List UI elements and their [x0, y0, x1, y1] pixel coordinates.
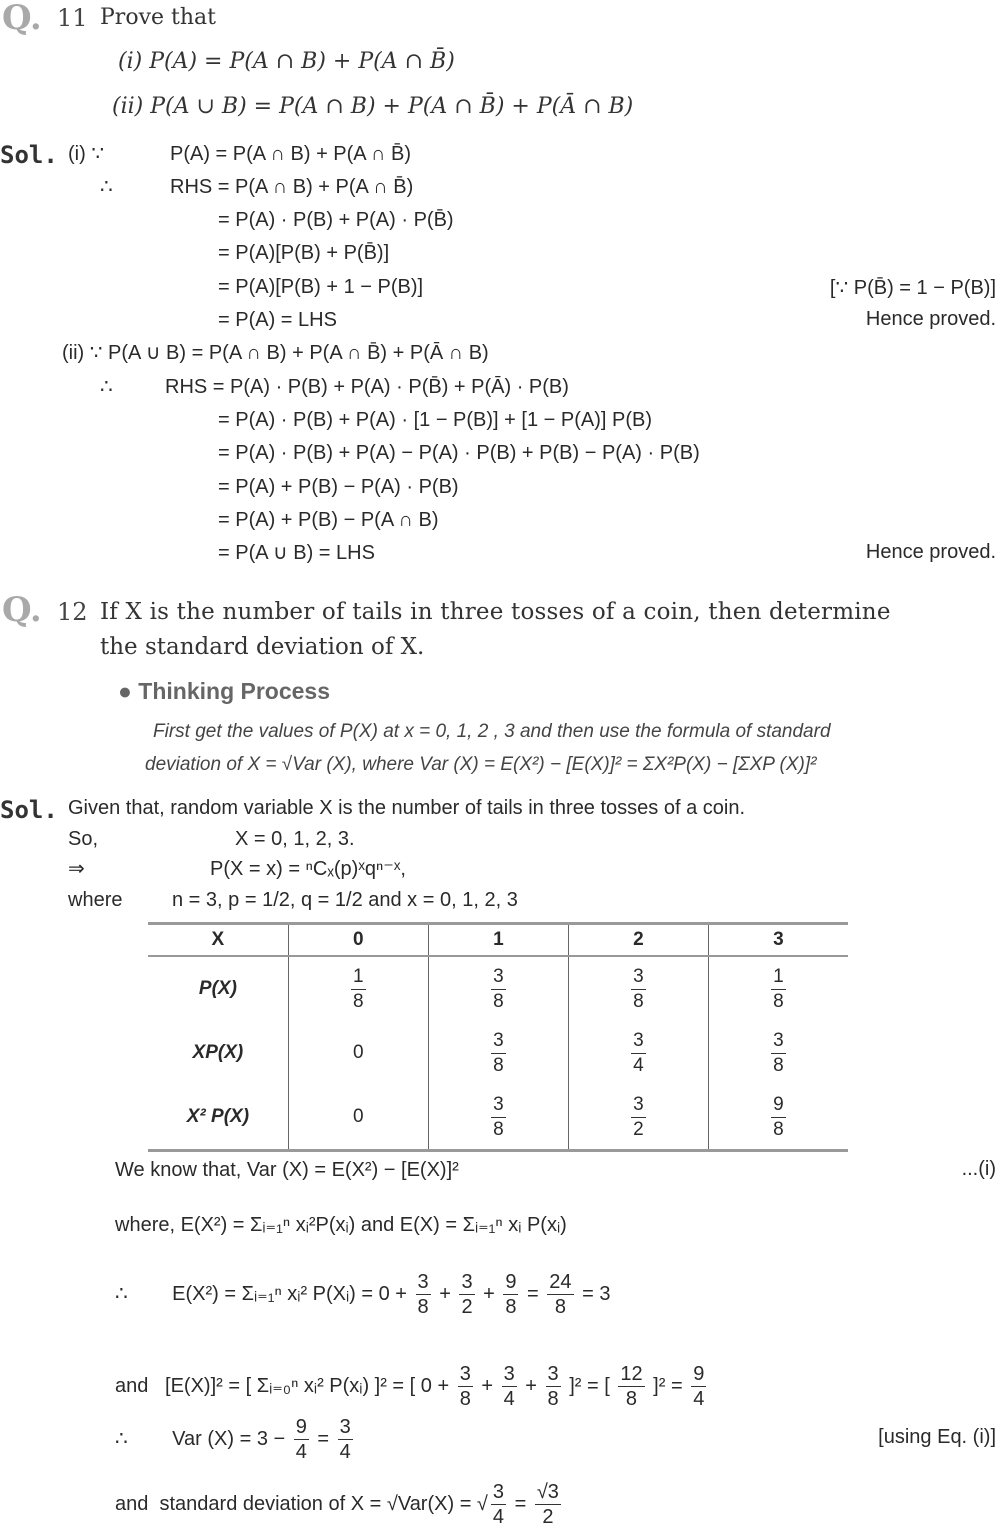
table-cell	[568, 1085, 708, 1151]
sol-line: So,	[68, 828, 99, 850]
numerator: 3	[491, 1029, 506, 1054]
denominator: 8	[493, 1118, 504, 1140]
denominator: 4	[339, 1441, 351, 1463]
sol-line: RHS = P(A) · P(B) + P(A) · P(B̄) + P(Ā) · P(B)	[165, 376, 569, 398]
math-text: ]² = [	[563, 1374, 616, 1397]
sol-line: = P(A) + P(B) − P(A ∩ B)	[218, 509, 439, 531]
denominator: 8	[547, 1388, 559, 1410]
sol-line: (ii) ∵ P(A ∪ B) = P(A ∩ B) + P(A ∩ B̄) + P(Ā ∩ B)	[62, 342, 489, 364]
fraction	[771, 1029, 786, 1078]
denominator: 4	[503, 1388, 515, 1410]
math-text: = 3	[576, 1282, 611, 1305]
fraction	[618, 1362, 644, 1411]
thinking-text: deviation of X = √Var (X), where Var (X) = E(X²) − [E(X)]² = ΣX²P(X) − [ΣXP (X)]²	[145, 754, 817, 775]
denominator: 8	[493, 990, 504, 1012]
table-cell	[428, 956, 568, 1021]
denominator: 4	[295, 1441, 307, 1463]
table-cell	[708, 956, 848, 1021]
numerator: 3	[631, 1093, 646, 1118]
hence-proved: Hence proved.	[865, 308, 996, 330]
variance-line	[115, 1415, 356, 1464]
numerator: 9	[505, 1271, 517, 1293]
table-row	[148, 1021, 848, 1085]
thinking-text: First get the values of P(X) at x = 0, 1, 2 , 3 and then use the formula of standard	[153, 721, 831, 742]
sol-line: P(A) = P(A ∩ B) + P(A ∩ B̄)	[170, 143, 412, 165]
numerator: 3	[417, 1271, 429, 1293]
table-header: 1	[428, 924, 568, 957]
table-cell	[708, 1085, 848, 1151]
denominator: 4	[492, 1506, 505, 1528]
sol-line: = P(A)[P(B) + P(B̄)]	[218, 242, 390, 264]
denominator: 8	[554, 1296, 566, 1318]
denominator: 2	[633, 1118, 644, 1140]
thinking-title: Thinking Process	[138, 678, 331, 704]
solution-label: Sol.	[0, 141, 58, 169]
numerator: 9	[693, 1363, 705, 1385]
fraction	[631, 965, 646, 1014]
fraction	[491, 965, 506, 1014]
math-text: =	[311, 1427, 335, 1450]
numerator: 9	[295, 1416, 307, 1438]
fraction	[771, 1093, 786, 1142]
thinking-process-heading	[118, 678, 330, 705]
probability-table	[148, 922, 848, 1152]
table-header: 2	[568, 924, 708, 957]
fraction	[416, 1270, 431, 1319]
math-text: and standard deviation of X = √Var(X) = √	[115, 1492, 488, 1515]
fraction	[546, 1362, 561, 1411]
denominator: 8	[633, 990, 644, 1012]
row-label: XP(X)	[192, 1042, 244, 1063]
question-text: the standard deviation of X.	[100, 634, 425, 660]
numerator: 3	[631, 965, 646, 990]
table-header: X	[148, 924, 288, 957]
numerator: 3	[771, 1029, 786, 1054]
numerator: 3	[459, 1363, 471, 1385]
question-label: Q.	[2, 590, 42, 630]
numerator: 12	[620, 1363, 643, 1385]
question-number: 11	[57, 4, 88, 32]
denominator: 8	[459, 1388, 471, 1410]
sol-line: Given that, random variable X is the number of tails in three tosses of a coin.	[68, 797, 746, 819]
sol-line: (i) ∵	[68, 143, 105, 165]
sol-line: = P(A)[P(B) + 1 − P(B)]	[218, 276, 424, 298]
table-row	[148, 1085, 848, 1151]
denominator: 4	[693, 1388, 705, 1410]
sol-line: = P(A) + P(B) − P(A) · P(B)	[218, 476, 459, 498]
numerator: 9	[771, 1093, 786, 1118]
question-label: Q.	[2, 0, 42, 38]
question-part-ii: (ii) P(A ∪ B) = P(A ∩ B) + P(A ∩ B̄) + P(Ā ∩ B)	[112, 94, 634, 119]
table-cell	[568, 1021, 708, 1085]
fraction	[491, 1029, 506, 1078]
fraction	[338, 1415, 353, 1464]
fraction	[631, 1029, 646, 1078]
solution-label: Sol.	[0, 796, 58, 824]
question-number: 12	[57, 598, 88, 626]
sol-line: X = 0, 1, 2, 3.	[235, 828, 355, 850]
sol-line: RHS = P(A ∩ B) + P(A ∩ B̄)	[170, 176, 414, 198]
math-text: ∴ Var (X) = 3 −	[115, 1427, 291, 1450]
denominator: 2	[542, 1506, 554, 1528]
numerator: √3	[536, 1481, 559, 1503]
table-cell: 0	[288, 1085, 428, 1151]
table-cell	[428, 1021, 568, 1085]
denominator: 8	[773, 1054, 784, 1076]
equation-ref: [using Eq. (i)]	[878, 1426, 996, 1448]
denominator: 8	[773, 1118, 784, 1140]
denominator: 8	[353, 990, 364, 1012]
math-text: =	[509, 1492, 532, 1515]
numerator: 24	[549, 1271, 572, 1293]
fraction	[503, 1270, 518, 1319]
fraction	[491, 1480, 506, 1529]
ex2-line	[115, 1270, 610, 1319]
fraction	[294, 1415, 309, 1464]
std-dev-line	[115, 1480, 564, 1529]
sol-line: P(X = x) = ⁿCₓ(p)ˣqⁿ⁻ˣ,	[210, 858, 406, 880]
denominator: 4	[633, 1054, 644, 1076]
fraction	[502, 1362, 517, 1411]
math-text: +	[433, 1282, 457, 1305]
math-text: +	[477, 1282, 501, 1305]
denominator: 8	[625, 1388, 638, 1410]
table-header: 0	[288, 924, 428, 957]
fraction	[631, 1093, 646, 1142]
fraction	[691, 1362, 706, 1411]
numerator: 3	[631, 1029, 646, 1054]
fraction	[491, 1093, 506, 1142]
fraction	[547, 1270, 573, 1319]
numerator: 3	[492, 1481, 505, 1503]
table-cell	[708, 1021, 848, 1085]
sol-line: We know that, Var (X) = E(X²) − [E(X)]²	[115, 1159, 459, 1181]
fraction	[535, 1480, 561, 1529]
equation-ref: ...(i)	[961, 1158, 996, 1180]
fraction	[458, 1362, 473, 1411]
sol-line: ∴	[100, 376, 113, 398]
ex-squared-line	[115, 1362, 709, 1411]
fraction	[459, 1270, 474, 1319]
denominator: 2	[461, 1296, 473, 1318]
sol-line: n = 3, p = 1/2, q = 1/2 and x = 0, 1, 2, 3	[172, 889, 518, 911]
numerator: 3	[339, 1416, 351, 1438]
sol-line: = P(A) = LHS	[218, 309, 337, 331]
sol-line: = P(A ∪ B) = LHS	[218, 542, 375, 564]
table-header: 3	[708, 924, 848, 957]
math-text: and [E(X)]² = [ Σᵢ₌₀ⁿ xᵢ² P(xᵢ) ]² = [ 0 +	[115, 1374, 455, 1397]
question-part-i: (i) P(A) = P(A ∩ B) + P(A ∩ B̄)	[118, 49, 455, 74]
sol-line: where, E(X²) = Σᵢ₌₁ⁿ xᵢ²P(xᵢ) and E(X) = Σᵢ₌₁ⁿ xᵢ P(xᵢ)	[115, 1214, 567, 1236]
denominator: 8	[493, 1054, 504, 1076]
row-label: X² P(X)	[148, 1085, 288, 1151]
denominator: 8	[505, 1296, 517, 1318]
table-cell	[428, 1085, 568, 1151]
math-text: ∴ E(X²) = Σᵢ₌₁ⁿ xᵢ² P(Xᵢ) = 0 +	[115, 1282, 413, 1305]
numerator: 3	[547, 1363, 559, 1385]
numerator: 1	[351, 965, 366, 990]
table-cell	[568, 956, 708, 1021]
hence-proved: Hence proved.	[865, 541, 996, 563]
sol-note: [∵ P(B̄) = 1 − P(B)]	[829, 277, 996, 299]
denominator: 8	[773, 990, 784, 1012]
question-text: Prove that	[100, 5, 216, 30]
denominator: 8	[417, 1296, 429, 1318]
sol-line: = P(A) · P(B) + P(A) · P(B̄)	[218, 209, 454, 231]
numerator: 3	[461, 1271, 473, 1293]
sol-line: ∴	[100, 176, 113, 198]
math-text: +	[519, 1374, 543, 1397]
sol-line: = P(A) · P(B) + P(A) − P(A) · P(B) + P(B) − P(A) · P(B)	[218, 442, 700, 464]
table-cell: 0	[288, 1021, 428, 1085]
lightbulb-icon: ●	[118, 678, 132, 704]
table-row	[148, 956, 848, 1021]
math-text: +	[475, 1374, 499, 1397]
fraction	[351, 965, 366, 1014]
question-text: If X is the number of tails in three tosses of a coin, then determine	[100, 599, 891, 625]
numerator: 3	[503, 1363, 515, 1385]
sol-line: = P(A) · P(B) + P(A) · [1 − P(B)] + [1 − P(A)] P(B)	[218, 409, 652, 431]
numerator: 1	[771, 965, 786, 990]
sol-line: ⇒	[68, 858, 85, 880]
math-text: ]² =	[647, 1374, 689, 1397]
table-cell	[288, 956, 428, 1021]
numerator: 3	[491, 1093, 506, 1118]
fraction	[771, 965, 786, 1014]
sol-line: where	[68, 889, 123, 911]
row-label: P(X)	[198, 978, 237, 999]
math-text: =	[521, 1282, 545, 1305]
numerator: 3	[491, 965, 506, 990]
